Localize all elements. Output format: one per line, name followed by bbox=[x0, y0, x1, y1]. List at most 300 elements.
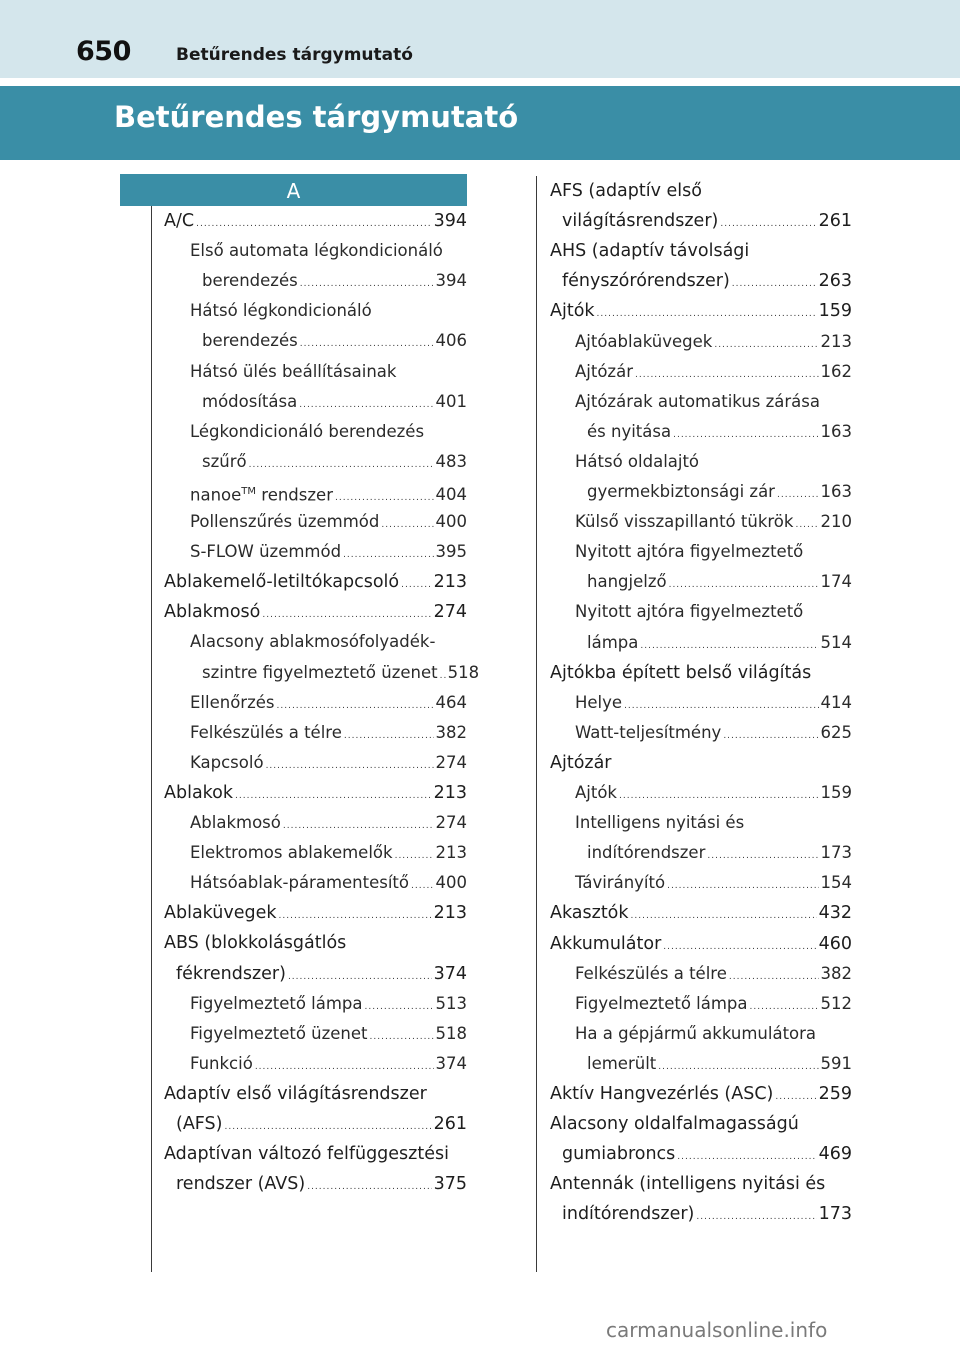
page-number: 650 bbox=[76, 36, 131, 67]
entry-text bbox=[176, 1169, 305, 1199]
index-entry bbox=[550, 296, 852, 326]
entry-text bbox=[190, 989, 363, 1019]
entry-text bbox=[575, 387, 820, 417]
entry-text bbox=[176, 1109, 223, 1139]
entry-text bbox=[575, 778, 617, 808]
entry-text bbox=[587, 628, 638, 658]
dot-leader bbox=[619, 781, 819, 811]
entry-text bbox=[164, 778, 233, 808]
page-reference[interactable]: 518 bbox=[435, 1023, 467, 1043]
dot-leader bbox=[365, 992, 434, 1022]
entry-text bbox=[190, 236, 443, 266]
entry-label: Figyelmeztető lámpa bbox=[190, 993, 363, 1013]
entry-text bbox=[164, 928, 346, 958]
entry-text bbox=[550, 1079, 773, 1109]
dot-leader bbox=[249, 450, 434, 480]
page-reference[interactable]: 274 bbox=[433, 602, 467, 623]
page-reference[interactable]: 400 bbox=[435, 873, 467, 893]
column-divider-left bbox=[151, 206, 152, 1272]
index-entry bbox=[575, 387, 852, 417]
entry-text bbox=[550, 929, 661, 959]
dot-leader bbox=[300, 269, 434, 299]
page-reference[interactable]: 469 bbox=[818, 1144, 852, 1165]
index-entry bbox=[190, 838, 467, 868]
index-entry bbox=[190, 537, 467, 567]
index-entry bbox=[164, 1139, 467, 1169]
index-entry bbox=[190, 808, 467, 838]
entry-label: nanoe bbox=[190, 485, 242, 505]
index-entry bbox=[550, 658, 852, 688]
entry-label: Watt-teljesítmény bbox=[575, 722, 722, 742]
index-entry bbox=[164, 597, 467, 627]
entry-label: Ablaküvegek bbox=[164, 903, 277, 924]
entry-text bbox=[190, 537, 341, 567]
entry-label: Funkció bbox=[190, 1053, 253, 1073]
entry-text bbox=[575, 688, 622, 718]
index-entry bbox=[587, 838, 852, 868]
dot-leader bbox=[667, 871, 818, 901]
entry-text bbox=[575, 808, 744, 838]
entry-text bbox=[202, 387, 297, 417]
entry-label: Ajtók bbox=[550, 301, 595, 322]
entry-text bbox=[190, 417, 424, 447]
dot-leader bbox=[677, 1142, 816, 1172]
dot-leader bbox=[714, 330, 818, 360]
entry-text bbox=[202, 326, 298, 356]
entry-text bbox=[164, 597, 260, 627]
index-entry bbox=[575, 989, 852, 1019]
dot-leader bbox=[279, 901, 432, 931]
index-entry bbox=[202, 447, 467, 477]
entry-label: Figyelmeztető üzenet bbox=[190, 1023, 368, 1043]
index-entry bbox=[550, 748, 852, 778]
entry-label: fékrendszer) bbox=[176, 963, 286, 984]
dot-leader bbox=[401, 570, 431, 600]
entry-text bbox=[550, 748, 612, 778]
dot-leader bbox=[732, 269, 817, 299]
page-reference[interactable]: 432 bbox=[818, 903, 852, 924]
index-entry bbox=[176, 1169, 467, 1199]
entry-label: lámpa bbox=[587, 632, 639, 652]
dot-leader bbox=[262, 600, 431, 630]
watermark: carmanualsonline.info bbox=[606, 1318, 828, 1342]
dot-leader bbox=[723, 721, 818, 751]
entry-text bbox=[587, 567, 667, 597]
dot-leader bbox=[395, 841, 434, 871]
entry-text bbox=[575, 327, 712, 357]
page-reference[interactable]: 213 bbox=[433, 572, 467, 593]
index-entry bbox=[575, 959, 852, 989]
page-reference[interactable]: 406 bbox=[435, 331, 467, 351]
page-reference[interactable]: 464 bbox=[435, 692, 467, 712]
entry-text bbox=[190, 868, 409, 898]
entry-label: A/C bbox=[164, 211, 195, 231]
index-entry bbox=[575, 357, 852, 387]
entry-text bbox=[575, 507, 793, 537]
index-entry bbox=[575, 868, 852, 898]
dot-leader bbox=[288, 962, 432, 992]
page-reference[interactable]: 382 bbox=[435, 722, 467, 742]
page-reference[interactable]: 163 bbox=[820, 482, 852, 501]
page-reference[interactable]: 404 bbox=[435, 485, 467, 505]
dot-leader bbox=[370, 1022, 434, 1052]
page-reference[interactable]: 154 bbox=[820, 873, 852, 893]
entry-label: indítórendszer) bbox=[562, 1204, 695, 1225]
entry-label: berendezés bbox=[202, 271, 298, 291]
dot-leader bbox=[673, 420, 818, 450]
entry-text bbox=[164, 567, 399, 597]
index-entry bbox=[550, 1169, 852, 1199]
index-entry bbox=[164, 898, 467, 928]
entry-label: Ablakok bbox=[164, 782, 234, 803]
page-reference[interactable]: 213 bbox=[433, 903, 467, 924]
entry-text bbox=[164, 1139, 449, 1169]
page-reference[interactable]: 263 bbox=[818, 271, 852, 292]
entry-label: Nyitott ajtóra figyelmeztető bbox=[575, 542, 804, 562]
entry-label: Ajtóablaküvegek bbox=[575, 331, 713, 351]
entry-label: szintre figyelmeztető üzenet bbox=[202, 662, 438, 682]
entry-label: Hátsó légkondicionáló bbox=[190, 301, 372, 321]
entry-text bbox=[575, 597, 803, 627]
index-entry bbox=[575, 597, 852, 627]
entry-text bbox=[562, 266, 730, 296]
entry-label: és nyitása bbox=[587, 421, 672, 441]
page-reference[interactable]: 274 bbox=[435, 752, 467, 772]
page-reference[interactable]: 518 bbox=[447, 662, 480, 682]
entry-label: Intelligens nyitási és bbox=[575, 813, 745, 833]
page-reference[interactable]: 591 bbox=[820, 1053, 852, 1073]
index-entry bbox=[550, 236, 852, 266]
entry-label: Ajtókba épített belső világítás bbox=[550, 662, 812, 683]
index-entry bbox=[190, 1049, 467, 1079]
dot-leader bbox=[344, 721, 434, 751]
page-reference[interactable]: 394 bbox=[433, 211, 467, 231]
entry-label: gumiabroncs bbox=[562, 1144, 676, 1165]
entry-text bbox=[575, 959, 727, 989]
page-reference[interactable]: 513 bbox=[435, 993, 467, 1013]
entry-text bbox=[587, 417, 671, 447]
entry-text bbox=[190, 507, 379, 537]
index-entry bbox=[190, 477, 467, 507]
entry-text bbox=[176, 959, 286, 989]
entry-label: szűrő bbox=[202, 451, 247, 471]
entry-text bbox=[190, 296, 372, 326]
index-entry bbox=[190, 989, 467, 1019]
dot-leader bbox=[658, 1052, 818, 1082]
entry-label: ABS (blokkolásgátlós bbox=[164, 933, 347, 954]
entry-label: Ajtók bbox=[575, 783, 617, 802]
page-reference[interactable]: 163 bbox=[820, 421, 852, 441]
entry-label: Hátsóablak-páramentesítő bbox=[190, 873, 409, 893]
index-entry bbox=[202, 658, 480, 688]
index-entry bbox=[550, 929, 852, 959]
column-divider-center bbox=[536, 176, 537, 1272]
index-entry bbox=[587, 567, 852, 597]
page-reference[interactable]: 394 bbox=[435, 271, 467, 291]
entry-label: Hátsó ülés beállításainak bbox=[190, 361, 397, 381]
page-reference[interactable]: 173 bbox=[818, 1204, 852, 1225]
entry-label: Első automata légkondicionáló bbox=[190, 241, 443, 261]
page-reference[interactable]: 162 bbox=[820, 361, 852, 381]
index-entry bbox=[190, 507, 467, 537]
index-entry bbox=[550, 1079, 852, 1109]
dot-leader bbox=[696, 1202, 816, 1232]
entry-label: fényszórórendszer) bbox=[562, 271, 730, 292]
entry-label: Felkészülés a télre bbox=[575, 963, 727, 983]
entry-text bbox=[190, 357, 396, 387]
entry-label: Figyelmeztető lámpa bbox=[575, 993, 748, 1013]
dot-leader bbox=[729, 962, 819, 992]
entry-label: Alacsony oldalfalmagasságú bbox=[550, 1114, 799, 1135]
index-entry bbox=[190, 1019, 467, 1049]
entry-text bbox=[575, 989, 748, 1019]
entry-text bbox=[202, 266, 298, 296]
dot-leader bbox=[440, 661, 446, 691]
index-entry bbox=[575, 688, 852, 718]
dot-leader bbox=[411, 871, 434, 901]
entry-label: rendszer (AVS) bbox=[176, 1174, 306, 1195]
index-entry bbox=[575, 718, 852, 748]
dot-leader bbox=[720, 209, 816, 239]
page-reference[interactable]: 375 bbox=[433, 1174, 467, 1195]
dot-leader bbox=[307, 1172, 431, 1202]
entry-label: hangjelző bbox=[587, 572, 667, 592]
entry-text bbox=[575, 1019, 816, 1049]
entry-text bbox=[190, 477, 333, 511]
index-entry bbox=[190, 748, 467, 778]
page-reference[interactable]: 374 bbox=[435, 1053, 467, 1073]
index-entry bbox=[164, 567, 467, 597]
entry-text bbox=[550, 296, 595, 326]
page-reference[interactable]: 261 bbox=[818, 211, 852, 232]
dot-leader bbox=[597, 299, 817, 329]
index-entry bbox=[587, 417, 852, 447]
dot-leader bbox=[343, 540, 433, 570]
entry-label: Légkondicionáló berendezés bbox=[190, 421, 425, 441]
index-entry bbox=[575, 447, 852, 477]
entry-label: Elektromos ablakemelők bbox=[190, 843, 393, 863]
dot-leader bbox=[381, 510, 433, 540]
page-reference[interactable]: 261 bbox=[433, 1114, 467, 1134]
entry-text bbox=[202, 447, 247, 477]
page-reference[interactable]: 173 bbox=[820, 843, 852, 863]
entry-label: Távirányító bbox=[575, 873, 666, 893]
entry-label: Adaptívan változó felfüggesztési bbox=[164, 1144, 449, 1165]
entry-text bbox=[550, 1109, 799, 1139]
page-reference[interactable]: 395 bbox=[435, 542, 467, 562]
dot-leader bbox=[750, 992, 819, 1022]
index-entry bbox=[164, 778, 467, 808]
entry-label: AHS (adaptív távolsági bbox=[550, 241, 750, 262]
entry-label: berendezés bbox=[202, 331, 298, 351]
running-title: Betűrendes tárgymutató bbox=[176, 45, 413, 65]
dot-leader bbox=[631, 901, 817, 931]
entry-text bbox=[550, 176, 702, 206]
letter-section-header: A bbox=[120, 174, 467, 206]
index-entry bbox=[575, 808, 852, 838]
index-entry bbox=[550, 1109, 852, 1139]
entry-text bbox=[550, 898, 629, 928]
dot-leader bbox=[663, 932, 816, 962]
entry-label: világításrendszer) bbox=[562, 211, 719, 232]
index-entry bbox=[190, 868, 467, 898]
index-entry bbox=[164, 928, 467, 958]
entry-label: Ablakmosó bbox=[190, 813, 281, 832]
index-entry bbox=[190, 236, 467, 266]
entry-label: lemerült bbox=[587, 1053, 657, 1073]
page-reference[interactable]: 159 bbox=[818, 301, 852, 322]
entry-label: Antennák (intelligens nyitási és bbox=[550, 1174, 826, 1195]
index-entry bbox=[562, 266, 852, 296]
entry-text bbox=[190, 838, 393, 868]
page-reference[interactable]: 159 bbox=[820, 783, 852, 802]
index-entry bbox=[190, 688, 467, 718]
entry-text bbox=[587, 1049, 656, 1079]
entry-label: Ha a gépjármű akkumulátora bbox=[575, 1023, 817, 1043]
index-entry bbox=[190, 627, 467, 657]
entry-text bbox=[190, 1049, 253, 1079]
entry-text bbox=[587, 838, 705, 868]
dot-leader bbox=[299, 390, 433, 420]
dot-leader bbox=[775, 1082, 816, 1112]
entry-text bbox=[190, 1019, 368, 1049]
entry-text bbox=[164, 206, 194, 236]
entry-text bbox=[562, 1199, 694, 1229]
trademark-sup: TM bbox=[241, 485, 257, 497]
entry-label: AFS (adaptív első bbox=[550, 181, 702, 201]
index-entry bbox=[562, 206, 852, 236]
index-entry bbox=[202, 326, 467, 356]
index-entry bbox=[575, 537, 852, 567]
entry-text bbox=[587, 477, 775, 507]
index-entry bbox=[562, 1139, 852, 1169]
index-entry bbox=[550, 176, 852, 206]
entry-label: Pollenszűrés üzemmód bbox=[190, 512, 380, 531]
entry-label: Ajtózár bbox=[550, 752, 612, 773]
entry-label: Alacsony ablakmosófolyadék- bbox=[190, 632, 436, 652]
index-entry bbox=[575, 778, 852, 808]
index-entry bbox=[587, 1049, 852, 1079]
entry-text bbox=[562, 206, 718, 236]
page-reference[interactable]: 259 bbox=[818, 1084, 852, 1104]
entry-label: gyermekbiztonsági zár bbox=[587, 482, 775, 501]
entry-label: Akasztók bbox=[550, 903, 629, 924]
page-reference[interactable]: 401 bbox=[435, 391, 467, 411]
index-entry bbox=[587, 477, 852, 507]
dot-leader bbox=[283, 811, 434, 841]
index-entry bbox=[202, 266, 467, 296]
entry-label: Nyitott ajtóra figyelmeztető bbox=[575, 602, 804, 622]
entry-label: Hátsó oldalajtó bbox=[575, 451, 700, 471]
entry-text bbox=[190, 688, 275, 718]
page-reference[interactable]: 274 bbox=[435, 813, 467, 832]
page-reference[interactable]: 414 bbox=[820, 692, 852, 712]
index-entry bbox=[190, 718, 467, 748]
page-reference[interactable]: 374 bbox=[433, 963, 467, 984]
page-reference[interactable]: 210 bbox=[820, 512, 852, 532]
entry-label: Adaptív első világításrendszer bbox=[164, 1083, 427, 1104]
index-entry bbox=[202, 387, 467, 417]
entry-text bbox=[550, 236, 749, 266]
entry-label: Ellenőrzés bbox=[190, 692, 275, 712]
index-entry bbox=[190, 417, 467, 447]
entry-text bbox=[190, 718, 342, 748]
dot-leader bbox=[300, 329, 434, 359]
dot-leader bbox=[235, 781, 432, 811]
entry-label-suffix: rendszer bbox=[256, 485, 333, 505]
entry-label: Akkumulátor bbox=[550, 933, 662, 954]
dot-leader bbox=[635, 360, 819, 390]
entry-label: Ajtózár bbox=[575, 361, 633, 381]
dot-leader bbox=[669, 570, 819, 600]
dot-leader bbox=[707, 841, 818, 871]
page-reference[interactable]: 460 bbox=[818, 933, 852, 954]
index-entry bbox=[562, 1199, 852, 1229]
entry-label: Aktív Hangvezérlés (ASC) bbox=[550, 1084, 774, 1104]
page-reference[interactable]: 213 bbox=[820, 331, 852, 351]
entry-label: indítórendszer bbox=[587, 843, 706, 863]
page-reference[interactable]: 213 bbox=[433, 782, 467, 803]
entry-text bbox=[190, 627, 435, 657]
entry-text bbox=[562, 1139, 675, 1169]
page-reference[interactable]: 400 bbox=[435, 512, 467, 531]
index-entry bbox=[587, 628, 852, 658]
entry-text bbox=[202, 658, 438, 688]
index-entry bbox=[164, 206, 467, 236]
entry-label: Kapcsoló bbox=[190, 752, 264, 772]
page-reference[interactable]: 625 bbox=[820, 722, 852, 742]
page-title: Betűrendes tárgymutató bbox=[114, 100, 519, 134]
entry-text bbox=[575, 868, 665, 898]
dot-leader bbox=[266, 751, 434, 781]
entry-text bbox=[550, 658, 811, 688]
dot-leader bbox=[225, 1112, 432, 1142]
page-reference[interactable]: 512 bbox=[820, 993, 852, 1013]
entry-text bbox=[550, 1169, 825, 1199]
page-reference[interactable]: 174 bbox=[820, 572, 852, 592]
running-header-bar bbox=[0, 0, 960, 78]
page-reference[interactable]: 213 bbox=[435, 843, 467, 863]
index-entry bbox=[190, 357, 467, 387]
dot-leader bbox=[196, 209, 432, 239]
dot-leader bbox=[624, 691, 818, 721]
entry-text bbox=[575, 447, 699, 477]
index-entry bbox=[575, 1019, 852, 1049]
entry-text bbox=[575, 718, 721, 748]
dot-leader bbox=[777, 480, 819, 510]
entry-label: módosítása bbox=[202, 391, 298, 411]
page-reference[interactable]: 514 bbox=[820, 632, 852, 652]
index-entry bbox=[575, 507, 852, 537]
entry-label: Ajtózárak automatikus zárása bbox=[575, 391, 820, 411]
entry-label: Helye bbox=[575, 692, 623, 712]
index-entry bbox=[190, 296, 467, 326]
index-entry bbox=[550, 898, 852, 928]
dot-leader bbox=[640, 631, 818, 661]
entry-label: Ablakemelő-letiltókapcsoló bbox=[164, 572, 400, 593]
entry-text bbox=[190, 808, 281, 838]
index-entry bbox=[176, 959, 467, 989]
entry-text bbox=[164, 898, 277, 928]
entry-text bbox=[190, 748, 264, 778]
entry-label: S-FLOW üzemmód bbox=[190, 542, 342, 562]
entry-label: (AFS) bbox=[176, 1114, 223, 1134]
index-entry bbox=[164, 1079, 467, 1109]
page-reference[interactable]: 382 bbox=[820, 963, 852, 983]
entry-text bbox=[575, 357, 633, 387]
dot-leader bbox=[277, 691, 434, 721]
page-reference[interactable]: 483 bbox=[435, 451, 467, 471]
